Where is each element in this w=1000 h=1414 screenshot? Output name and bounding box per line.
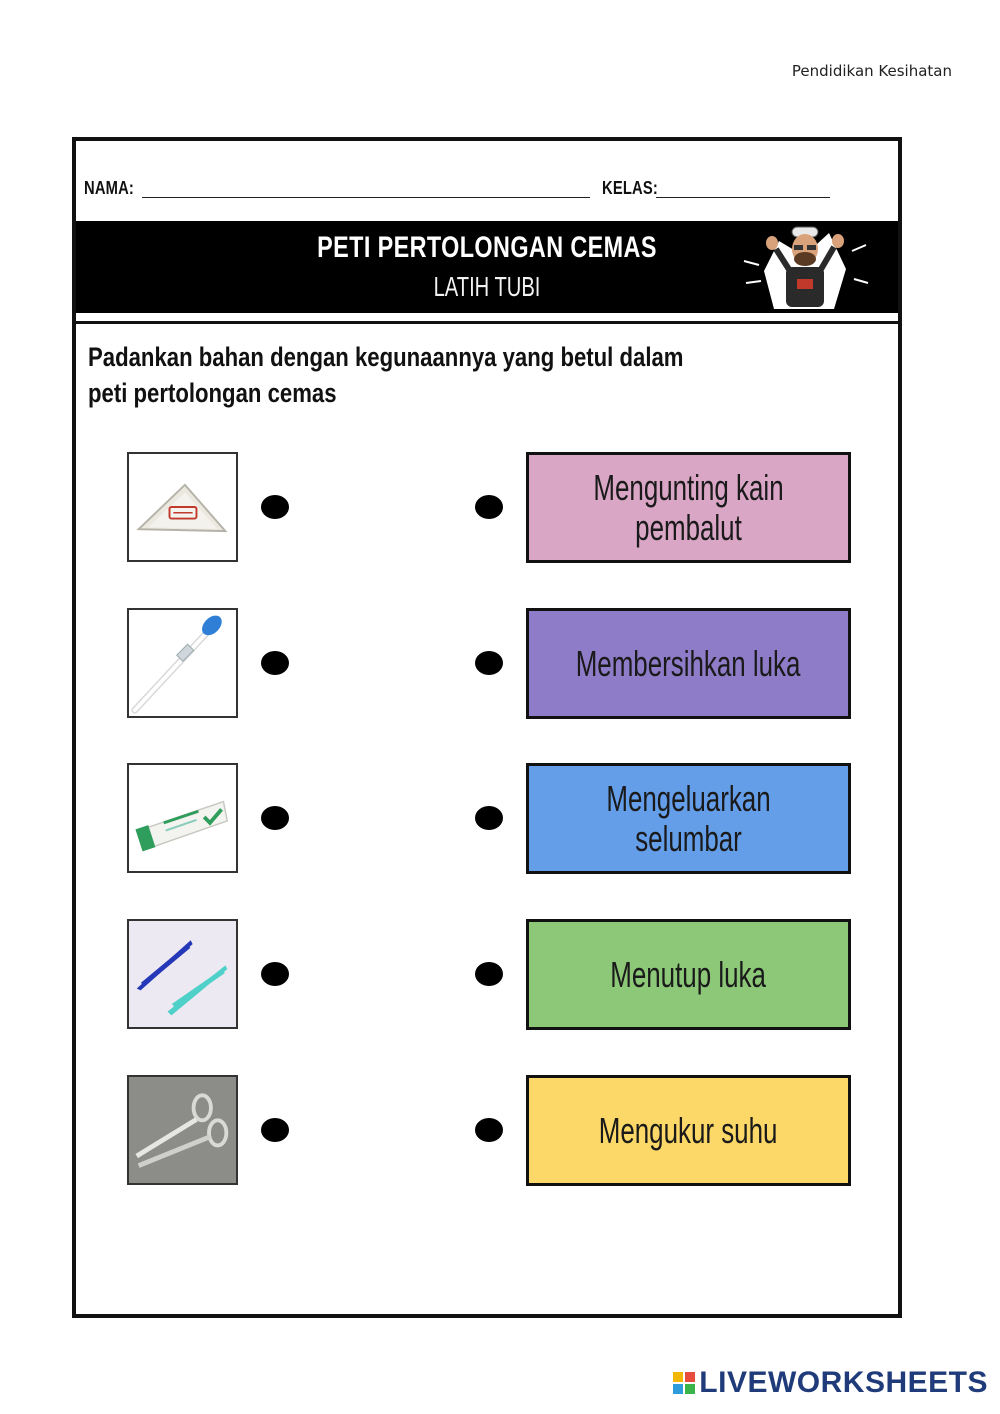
scissors-image [127,1075,238,1185]
antiseptic-cream-image [127,763,238,873]
right-match-dot[interactable] [475,806,503,830]
answer-text: Menutup luka [610,953,767,995]
name-field[interactable] [142,197,590,198]
match-row [76,1075,898,1187]
match-row [76,452,898,564]
answer-text: Mengunting kain pembalut [593,466,784,548]
subject-label: Pendidikan Kesihatan [791,62,952,80]
student-info-row [76,141,898,221]
page-title: PETI PERTOLONGAN CEMAS [317,231,657,264]
title-banner [76,221,898,313]
triangular-bandage-image [127,452,238,562]
left-match-dot[interactable] [261,1118,289,1142]
answer-box [526,452,851,563]
tweezers-image [127,919,238,1029]
right-match-dot[interactable] [475,1118,503,1142]
left-match-dot[interactable] [261,962,289,986]
teacher-mascot-icon [734,221,874,313]
thermometer-image [127,608,238,718]
right-match-dot[interactable] [475,495,503,519]
brand-name: LIVEWORKSHEETS [699,1366,988,1399]
match-row [76,763,898,875]
answer-text: Membersihkan luka [576,642,801,684]
class-label: KELAS: [602,178,658,198]
answer-box [526,763,851,874]
instruction-text: Padankan bahan dengan kegunaannya yang betul dalam peti pertolongan cemas [88,342,684,408]
answer-box [526,608,851,719]
liveworksheets-logo [673,1366,988,1400]
answer-box [526,919,851,1030]
class-field[interactable] [656,197,830,198]
answer-box [526,1075,851,1186]
right-match-dot[interactable] [475,962,503,986]
match-row [76,608,898,720]
divider [76,313,898,324]
answer-text: Mengeluarkan selumbar [606,777,771,859]
liveworksheets-icon [673,1372,695,1394]
left-match-dot[interactable] [261,651,289,675]
right-match-dot[interactable] [475,651,503,675]
left-match-dot[interactable] [261,495,289,519]
name-label: NAMA: [84,178,135,198]
match-row [76,919,898,1031]
worksheet [72,137,902,1318]
page-subtitle: LATIH TUBI [433,271,541,302]
answer-text: Mengukur suhu [599,1109,778,1151]
left-match-dot[interactable] [261,806,289,830]
